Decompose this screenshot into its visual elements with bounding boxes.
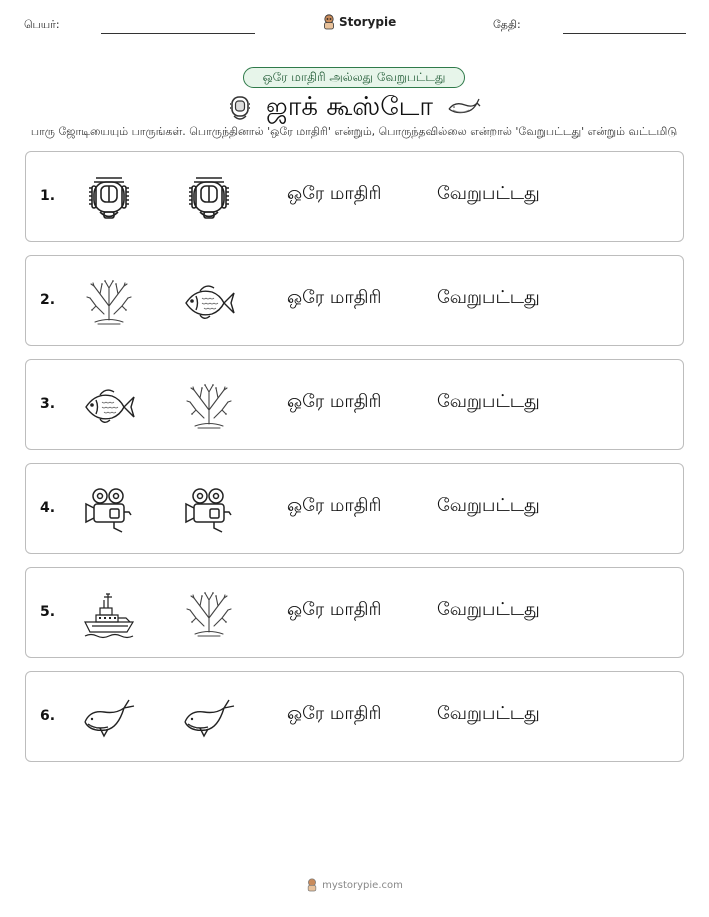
footer-url: mystorypie.com (322, 879, 403, 891)
worksheet-header (0, 14, 709, 38)
ship-icon (82, 588, 136, 640)
option-same[interactable]: ஒரே மாதிரி (287, 495, 382, 516)
coral-icon (182, 588, 236, 640)
name-label: பெயர்: (24, 18, 60, 31)
question-row (25, 463, 684, 554)
whale-icon (82, 692, 136, 744)
question-row (25, 255, 684, 346)
question-number: 5. (40, 604, 56, 620)
question-number: 4. (40, 500, 56, 516)
worksheet-type-badge: ஒரே மாதிரி அல்லது வேறுபட்டது (243, 67, 465, 88)
whale-icon (182, 692, 236, 744)
question-row (25, 359, 684, 450)
option-same[interactable]: ஒரே மாதிரி (287, 391, 382, 412)
brand-name: Storypie (339, 15, 397, 29)
film-camera-icon (82, 484, 136, 536)
worksheet-title (0, 90, 709, 126)
question-row (25, 151, 684, 242)
diving-helmet-icon (228, 94, 252, 122)
name-line[interactable] (101, 33, 255, 34)
question-number: 6. (40, 708, 56, 724)
option-different[interactable]: வேறுபட்டது (437, 703, 540, 724)
footer (0, 878, 709, 892)
fish-icon (182, 276, 236, 328)
page-title: ஜாக் கூஸ்டோ (266, 91, 433, 122)
coral-icon (82, 276, 136, 328)
option-same[interactable]: ஒரே மாதிரி (287, 703, 382, 724)
question-row (25, 671, 684, 762)
question-row (25, 567, 684, 658)
option-different[interactable]: வேறுபட்டது (437, 183, 540, 204)
brand-logo (322, 14, 396, 30)
question-number: 1. (40, 188, 56, 204)
fish-icon (82, 380, 136, 432)
option-different[interactable]: வேறுபட்டது (437, 287, 540, 308)
option-same[interactable]: ஒரே மாதிரி (287, 183, 382, 204)
instructions: பாரு ஜோடியையும் பாருங்கள். பொருந்தினால் 'ஒரே மாதிரி' என்றும், பொருந்தவில்லை என்றால் 'வேறுபட்டது' என்றும் வட்டமிடு (30, 125, 678, 138)
question-number: 2. (40, 292, 56, 308)
option-same[interactable]: ஒரே மாதிரி (287, 287, 382, 308)
option-different[interactable]: வேறுபட்டது (437, 599, 540, 620)
date-label: தேதி: (493, 18, 521, 31)
option-same[interactable]: ஒரே மாதிரி (287, 599, 382, 620)
diving-helmet-icon (182, 172, 236, 224)
option-different[interactable]: வேறுபட்டது (437, 391, 540, 412)
option-different[interactable]: வேறுபட்டது (437, 495, 540, 516)
storypie-mascot-icon (322, 14, 336, 30)
coral-icon (182, 380, 236, 432)
diving-helmet-icon (82, 172, 136, 224)
storypie-mascot-icon (306, 878, 318, 892)
film-camera-icon (182, 484, 236, 536)
question-number: 3. (40, 396, 56, 412)
date-line[interactable] (563, 33, 686, 34)
whale-icon (447, 97, 481, 119)
